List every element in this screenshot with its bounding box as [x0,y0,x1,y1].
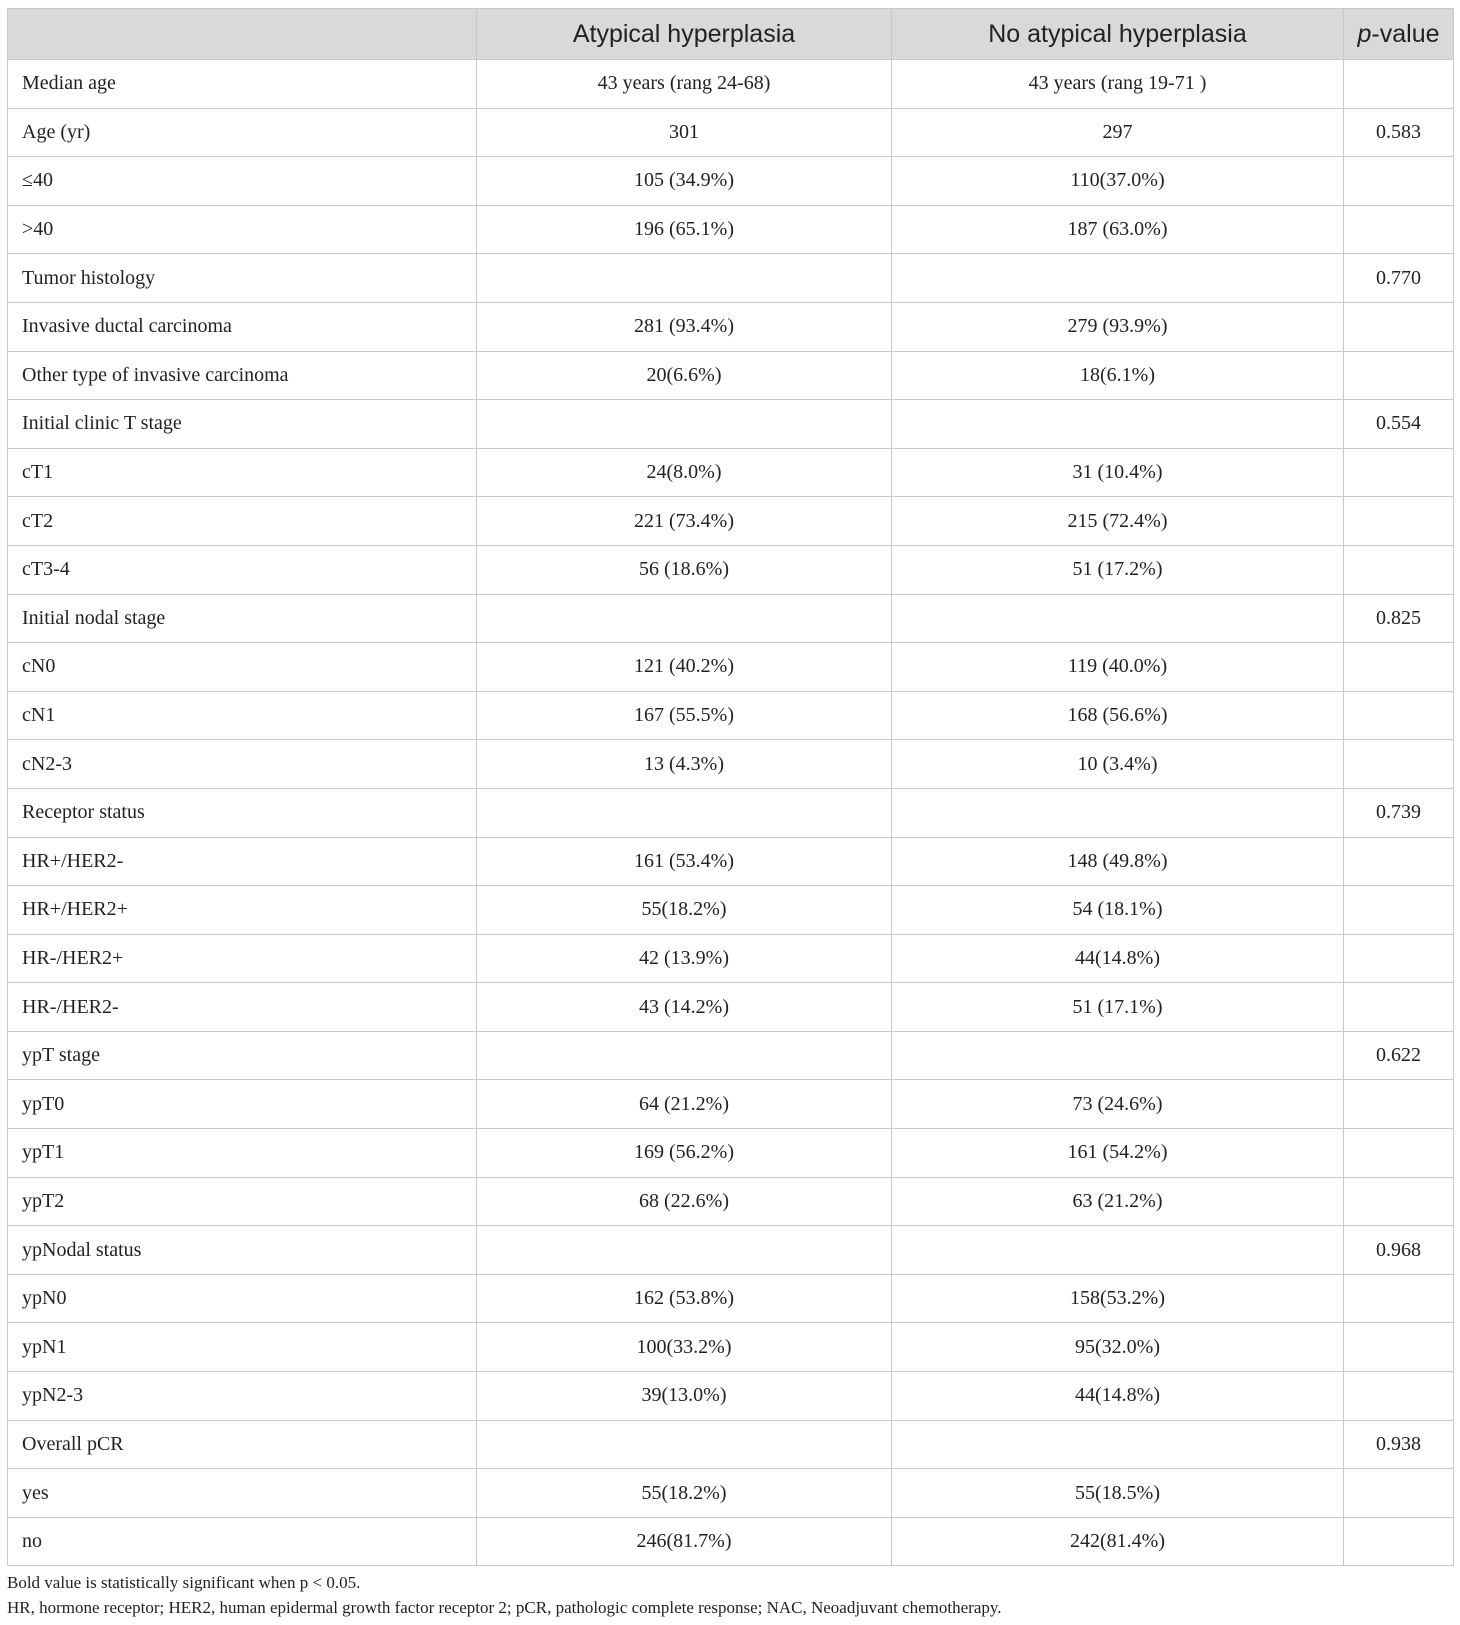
row-label-cell: yes [8,1469,477,1518]
table-row [8,934,1454,983]
row-label-cell: HR-/HER2+ [8,934,477,983]
table-row [8,448,1454,497]
no-atypical-hyperplasia-cell: 73 (24.6%) [892,1080,1344,1129]
table-row [8,1177,1454,1226]
atypical-hyperplasia-cell: 100(33.2%) [477,1323,892,1372]
p-value-cell: 0.583 [1344,108,1454,157]
atypical-hyperplasia-cell: 64 (21.2%) [477,1080,892,1129]
row-label-cell: ypNodal status [8,1226,477,1275]
p-value-cell: 0.968 [1344,1226,1454,1275]
table-row [8,1129,1454,1178]
row-label-cell: cT1 [8,448,477,497]
no-atypical-hyperplasia-cell: 168 (56.6%) [892,691,1344,740]
p-value-cell [1344,1129,1454,1178]
table-row [8,1080,1454,1129]
row-label-cell: Age (yr) [8,108,477,157]
no-atypical-hyperplasia-cell: 51 (17.1%) [892,983,1344,1032]
no-atypical-hyperplasia-cell: 148 (49.8%) [892,837,1344,886]
table-header [8,9,1454,60]
no-atypical-hyperplasia-cell: 31 (10.4%) [892,448,1344,497]
footnote-abbreviations: HR, hormone receptor; HER2, human epidermal growth factor receptor 2; pCR, pathologic complete response; NAC, Neoadjuvant chemotherapy. [7,1598,1002,1617]
atypical-hyperplasia-cell [477,400,892,449]
table-row [8,643,1454,692]
no-atypical-hyperplasia-cell [892,594,1344,643]
no-atypical-hyperplasia-cell: 54 (18.1%) [892,886,1344,935]
no-atypical-hyperplasia-cell: 51 (17.2%) [892,545,1344,594]
no-atypical-hyperplasia-cell: 279 (93.9%) [892,302,1344,351]
no-atypical-hyperplasia-cell: 297 [892,108,1344,157]
no-atypical-hyperplasia-cell: 63 (21.2%) [892,1177,1344,1226]
row-label-cell: ≤40 [8,157,477,206]
table-row [8,1420,1454,1469]
row-label-cell: cT2 [8,497,477,546]
no-atypical-hyperplasia-cell [892,254,1344,303]
row-label-cell: ypN0 [8,1274,477,1323]
atypical-hyperplasia-cell: 56 (18.6%) [477,545,892,594]
p-value-cell [1344,1517,1454,1566]
atypical-hyperplasia-cell [477,1031,892,1080]
no-atypical-hyperplasia-cell: 10 (3.4%) [892,740,1344,789]
atypical-hyperplasia-cell: 301 [477,108,892,157]
no-atypical-hyperplasia-cell: 161 (54.2%) [892,1129,1344,1178]
atypical-hyperplasia-cell: 246(81.7%) [477,1517,892,1566]
no-atypical-hyperplasia-cell [892,400,1344,449]
atypical-hyperplasia-cell [477,788,892,837]
data-table-container [7,8,1453,1566]
row-label-cell: ypN1 [8,1323,477,1372]
atypical-hyperplasia-cell: 43 years (rang 24-68) [477,60,892,109]
p-value-cell [1344,545,1454,594]
row-label-cell: Initial nodal stage [8,594,477,643]
row-label-cell: Tumor histology [8,254,477,303]
table-row [8,545,1454,594]
no-atypical-hyperplasia-cell: 158(53.2%) [892,1274,1344,1323]
atypical-hyperplasia-cell: 55(18.2%) [477,886,892,935]
row-label-cell: ypT2 [8,1177,477,1226]
no-atypical-hyperplasia-cell: 95(32.0%) [892,1323,1344,1372]
table-row [8,740,1454,789]
p-value-cell [1344,1274,1454,1323]
p-value-cell [1344,205,1454,254]
row-label-cell: Invasive ductal carcinoma [8,302,477,351]
atypical-hyperplasia-cell: 162 (53.8%) [477,1274,892,1323]
atypical-hyperplasia-cell: 42 (13.9%) [477,934,892,983]
table-row [8,1226,1454,1275]
row-label-cell: Overall pCR [8,1420,477,1469]
no-atypical-hyperplasia-cell [892,1226,1344,1275]
no-atypical-hyperplasia-cell: 215 (72.4%) [892,497,1344,546]
no-atypical-hyperplasia-cell [892,1420,1344,1469]
table-body [8,60,1454,1566]
p-value-cell [1344,448,1454,497]
p-value-suffix: -value [1371,19,1440,48]
table-row [8,157,1454,206]
atypical-hyperplasia-cell [477,594,892,643]
p-value-cell [1344,886,1454,935]
row-label-cell: ypT1 [8,1129,477,1178]
row-label-cell: cN0 [8,643,477,692]
atypical-hyperplasia-cell: 221 (73.4%) [477,497,892,546]
atypical-hyperplasia-cell [477,1226,892,1275]
no-atypical-hyperplasia-cell: 44(14.8%) [892,1372,1344,1421]
p-value-cell [1344,497,1454,546]
header-atypical-hyperplasia: Atypical hyperplasia [477,9,892,60]
table-row [8,1274,1454,1323]
table-row [8,497,1454,546]
atypical-hyperplasia-cell: 196 (65.1%) [477,205,892,254]
table-row [8,837,1454,886]
table-row [8,983,1454,1032]
atypical-hyperplasia-cell: 167 (55.5%) [477,691,892,740]
p-value-italic-p: p [1357,19,1372,48]
no-atypical-hyperplasia-cell: 119 (40.0%) [892,643,1344,692]
p-value-cell [1344,302,1454,351]
p-value-cell [1344,60,1454,109]
atypical-hyperplasia-cell: 121 (40.2%) [477,643,892,692]
row-label-cell: Other type of invasive carcinoma [8,351,477,400]
row-label-cell: ypT stage [8,1031,477,1080]
p-value-cell: 0.825 [1344,594,1454,643]
no-atypical-hyperplasia-cell: 55(18.5%) [892,1469,1344,1518]
atypical-hyperplasia-cell [477,1420,892,1469]
table-row [8,302,1454,351]
table-row [8,1469,1454,1518]
p-value-cell [1344,740,1454,789]
p-value-cell [1344,643,1454,692]
no-atypical-hyperplasia-cell [892,788,1344,837]
atypical-hyperplasia-cell: 281 (93.4%) [477,302,892,351]
p-value-cell: 0.739 [1344,788,1454,837]
row-label-cell: cN1 [8,691,477,740]
table-row [8,788,1454,837]
atypical-hyperplasia-cell: 161 (53.4%) [477,837,892,886]
row-label-cell: HR+/HER2+ [8,886,477,935]
no-atypical-hyperplasia-cell [892,1031,1344,1080]
table-row [8,351,1454,400]
atypical-hyperplasia-cell: 39(13.0%) [477,1372,892,1421]
p-value-cell [1344,351,1454,400]
atypical-hyperplasia-cell: 169 (56.2%) [477,1129,892,1178]
no-atypical-hyperplasia-cell: 242(81.4%) [892,1517,1344,1566]
p-value-cell [1344,1080,1454,1129]
table-row [8,691,1454,740]
row-label-cell: HR+/HER2- [8,837,477,886]
row-label-cell: HR-/HER2- [8,983,477,1032]
table-row [8,1323,1454,1372]
atypical-hyperplasia-cell: 68 (22.6%) [477,1177,892,1226]
p-value-cell [1344,157,1454,206]
table-footnotes [7,1570,1453,1620]
row-label-cell: ypT0 [8,1080,477,1129]
atypical-hyperplasia-cell: 43 (14.2%) [477,983,892,1032]
p-value-cell: 0.622 [1344,1031,1454,1080]
atypical-hyperplasia-cell: 105 (34.9%) [477,157,892,206]
p-value-cell [1344,837,1454,886]
header-p-value [1344,9,1454,60]
header-label-column [8,9,477,60]
header-no-atypical-hyperplasia: No atypical hyperplasia [892,9,1344,60]
table-row [8,254,1454,303]
p-value-cell: 0.770 [1344,254,1454,303]
table-row [8,1372,1454,1421]
table-row [8,400,1454,449]
p-value-cell [1344,1372,1454,1421]
p-value-cell [1344,1323,1454,1372]
table-row [8,205,1454,254]
atypical-hyperplasia-cell [477,254,892,303]
table-row [8,594,1454,643]
row-label-cell: Initial clinic T stage [8,400,477,449]
no-atypical-hyperplasia-cell: 18(6.1%) [892,351,1344,400]
p-value-cell [1344,1469,1454,1518]
table-row [8,886,1454,935]
row-label-cell: ypN2-3 [8,1372,477,1421]
row-label-cell: cN2-3 [8,740,477,789]
table-row [8,108,1454,157]
data-table [7,8,1454,1566]
row-label-cell: no [8,1517,477,1566]
table-row [8,1031,1454,1080]
footnote-significance: Bold value is statistically significant when p < 0.05. [7,1573,361,1592]
no-atypical-hyperplasia-cell: 187 (63.0%) [892,205,1344,254]
no-atypical-hyperplasia-cell: 44(14.8%) [892,934,1344,983]
p-value-cell [1344,691,1454,740]
p-value-cell [1344,1177,1454,1226]
no-atypical-hyperplasia-cell: 43 years (rang 19-71 ) [892,60,1344,109]
header-row [8,9,1454,60]
row-label-cell: >40 [8,205,477,254]
p-value-cell: 0.938 [1344,1420,1454,1469]
p-value-cell [1344,983,1454,1032]
row-label-cell: Receptor status [8,788,477,837]
atypical-hyperplasia-cell: 24(8.0%) [477,448,892,497]
row-label-cell: Median age [8,60,477,109]
atypical-hyperplasia-cell: 13 (4.3%) [477,740,892,789]
row-label-cell: cT3-4 [8,545,477,594]
p-value-cell: 0.554 [1344,400,1454,449]
p-value-cell [1344,934,1454,983]
atypical-hyperplasia-cell: 55(18.2%) [477,1469,892,1518]
no-atypical-hyperplasia-cell: 110(37.0%) [892,157,1344,206]
atypical-hyperplasia-cell: 20(6.6%) [477,351,892,400]
table-row [8,60,1454,109]
table-row [8,1517,1454,1566]
